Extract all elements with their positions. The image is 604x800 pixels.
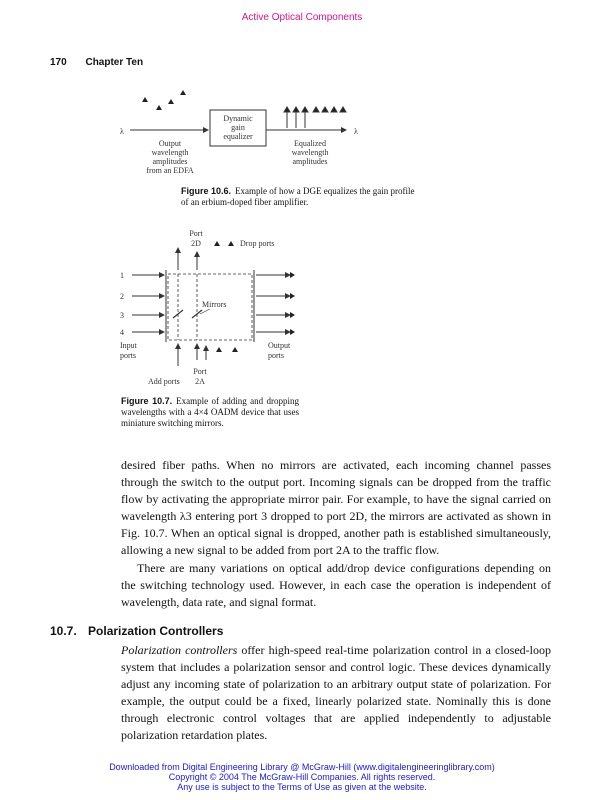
input-ports-label-2: ports: [120, 351, 136, 360]
input-port-4: 4: [120, 328, 124, 337]
output-signal-markers: [290, 272, 295, 335]
output-amplitude-markers: [284, 107, 346, 128]
figure-10-7-caption-text: Example of adding and dropping wavelengths with a 4×4 OADM device that uses miniature switching mirrors.: [121, 396, 299, 428]
right-label-1: Equalized: [294, 139, 326, 148]
dge-box-line-1: Dynamic: [223, 114, 253, 123]
left-label-2: wavelength: [151, 148, 189, 157]
body-paragraph-2: [121, 560, 551, 611]
input-ports-label-1: Input: [120, 341, 137, 350]
port-2a-label-1: Port: [193, 367, 207, 376]
paragraph-text: desired fiber paths. When no mirrors are activated, each incoming channel passes through the switch to the output port. Incoming signals can be dropped from the traffic flow by activating the appropriate mirror pair. For example, to have the signal carried on wavelength λ3 entering port 3 dropped to port 2D, the mirrors are activated as shown in Fig. 10.7. When an optical signal is dropped, another path is established simultaneously, allowing a new signal to be added from port 2A to the traffic flow.: [121, 458, 551, 557]
output-ports-label-2: ports: [268, 351, 284, 360]
page-number: 170: [50, 57, 67, 68]
input-lambda: λ: [120, 127, 124, 136]
drop-port-markers: [214, 241, 234, 246]
body-paragraph-3: [121, 642, 551, 744]
port-2d-label-2: 2D: [191, 239, 201, 248]
paragraph-text: offer high-speed real-time polarization control in a closed-loop system that includes a polarization sensor and control logic. These devices dynamically adjust any incoming state of polarization to an arbitrary output state of polarization. For example, the output could be a fixed, linearly polarized state. Nominally this is done through electronic control voltages that are applied independently to adjustable polarization retardation plates.: [121, 643, 551, 742]
add-ports-label: Add ports: [148, 377, 180, 386]
page-header: [50, 57, 143, 68]
section-number: 10.7.: [50, 624, 77, 638]
right-label-3: amplitudes: [292, 157, 328, 166]
figure-10-6-caption-text: Example of how a DGE equalizes the gain profile of an erbium-doped fiber amplifier.: [181, 186, 415, 207]
drop-port-lines: [178, 248, 197, 270]
input-port-3: 3: [120, 311, 124, 320]
footer-line-3[interactable]: Any use is subject to the Terms of Use as given at the website.: [177, 782, 427, 792]
left-label-4: from an EDFA: [146, 166, 194, 175]
section-heading: [50, 624, 223, 638]
input-amplitude-markers: [142, 90, 186, 110]
port-2d-label-1: Port: [189, 229, 203, 238]
footer-line-2: Copyright © 2004 The McGraw-Hill Companies. All rights reserved.: [168, 772, 436, 782]
footer-line-1[interactable]: Downloaded from Digital Engineering Library @ McGraw-Hill (www.digitalengineeringlibrary.com): [109, 762, 495, 772]
figure-10-7: [118, 226, 308, 394]
drop-ports-label: Drop ports: [240, 239, 275, 248]
footer: [0, 762, 604, 792]
section-title: Polarization Controllers: [88, 624, 224, 638]
output-lambda: λ: [354, 127, 358, 136]
output-port-lines: [256, 275, 290, 332]
figure-10-7-label: Figure 10.7.: [121, 396, 173, 406]
figure-10-6-caption: [181, 186, 421, 208]
mirrors-label: Mirrors: [202, 300, 227, 309]
mirror-markers: [173, 310, 202, 318]
right-label-2: wavelength: [291, 148, 329, 157]
left-label-1: Output: [158, 139, 182, 148]
left-label-3: amplitudes: [152, 157, 188, 166]
figure-10-6: [110, 88, 370, 186]
dge-box-line-3: equalizer: [223, 132, 253, 141]
input-port-2: 2: [120, 292, 124, 301]
add-port-lines: [178, 344, 206, 366]
port-2a-label-2: 2A: [195, 377, 205, 386]
dge-box-line-2: gain: [231, 123, 245, 132]
input-port-lines: [132, 275, 164, 332]
body-paragraph-1: [121, 457, 551, 559]
running-head: Active Optical Components: [241, 12, 363, 23]
defined-term: Polarization controllers: [121, 643, 238, 657]
chapter-title: Chapter Ten: [85, 57, 144, 68]
output-ports-label-1: Output: [268, 341, 291, 350]
figure-10-7-caption: [121, 396, 299, 429]
add-port-markers: [216, 347, 238, 352]
paragraph-text: There are many variations on optical add/drop device configurations depending on the switching technology used. However, in each case the operation is independent of wavelength, data rate, and signal format.: [121, 561, 551, 609]
figure-10-6-label: Figure 10.6.: [181, 186, 232, 196]
input-port-1: 1: [120, 271, 124, 280]
